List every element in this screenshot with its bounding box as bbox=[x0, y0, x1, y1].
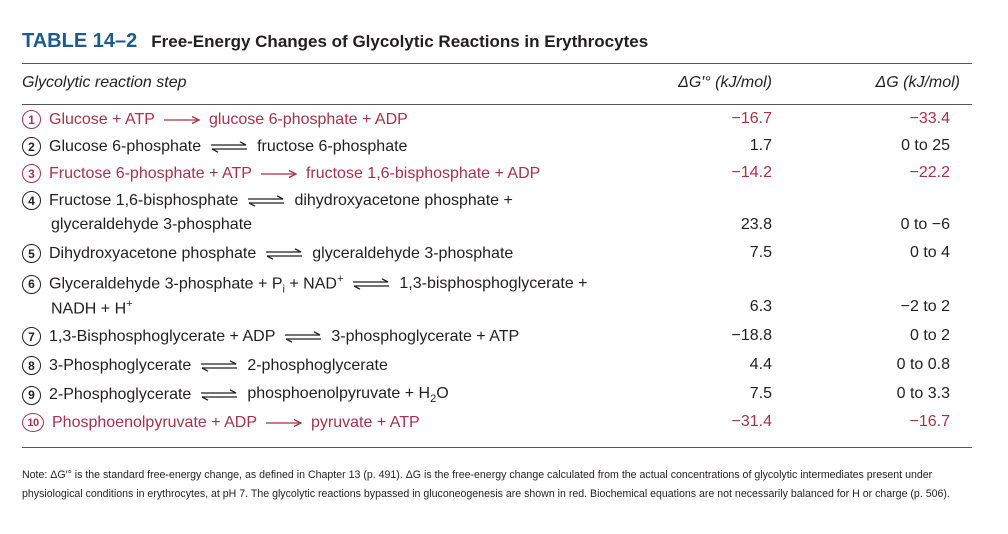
reactants-text: Fructose 1,6-bisphosphate bbox=[49, 191, 239, 209]
products-text: 1,3-bisphosphoglycerate + bbox=[399, 275, 588, 293]
reactants-text: 3-Phosphoglycerate bbox=[49, 356, 192, 374]
reactants-text: Fructose 6-phosphate + ATP bbox=[49, 164, 252, 182]
products-text: phosphoenolpyruvate + H bbox=[247, 385, 431, 402]
standard-free-energy-value: 4.4 bbox=[749, 356, 772, 373]
products-text: 3-phosphoglycerate + ATP bbox=[331, 327, 520, 345]
reactants-text: 1,3-Bisphosphoglycerate + ADP bbox=[49, 327, 276, 345]
reaction-arrow-icon bbox=[260, 169, 298, 179]
products bbox=[331, 328, 519, 346]
equilibrium-arrow-icon bbox=[283, 331, 323, 343]
reaction-step bbox=[22, 164, 540, 183]
standard-free-energy-value: 1.7 bbox=[749, 137, 772, 154]
table-number: TABLE 14–2 bbox=[22, 30, 138, 52]
equilibrium-arrow-icon bbox=[264, 248, 304, 260]
products bbox=[294, 192, 512, 210]
continuation-text: NADH + H bbox=[51, 300, 127, 318]
reactants-text: Dihydroxyacetone phosphate bbox=[49, 244, 257, 262]
products-tail: O bbox=[436, 385, 449, 402]
equilibrium-arrow-icon bbox=[199, 360, 239, 372]
reaction-step bbox=[22, 137, 407, 156]
reactants bbox=[49, 192, 238, 210]
actual-free-energy-value: 0 to 25 bbox=[901, 137, 950, 154]
reactants bbox=[49, 328, 275, 346]
standard-free-energy-value: 6.3 bbox=[749, 298, 772, 315]
reactants-text: Glucose 6-phosphate bbox=[49, 137, 202, 155]
reaction-step bbox=[22, 327, 519, 346]
standard-free-energy-value: 23.8 bbox=[740, 216, 772, 233]
header-rule bbox=[22, 104, 972, 105]
reaction-continuation bbox=[51, 216, 252, 234]
equilibrium-arrow-icon bbox=[351, 278, 391, 290]
subscript: 2 bbox=[430, 393, 437, 406]
actual-free-energy-value: 0 to 4 bbox=[909, 244, 950, 261]
continuation-text: glyceraldehyde 3-phosphate bbox=[51, 216, 253, 233]
reaction-step bbox=[22, 110, 408, 129]
step-number-badge: 6 bbox=[22, 275, 41, 294]
subscript: i bbox=[282, 283, 285, 296]
actual-free-energy-value: 0 to −6 bbox=[900, 216, 950, 233]
products-text: 2-phosphoglycerate bbox=[247, 356, 388, 374]
actual-free-energy-value: −16.7 bbox=[909, 413, 950, 430]
reaction-step bbox=[22, 273, 588, 296]
reaction-step bbox=[22, 385, 449, 405]
step-number-badge: 10 bbox=[22, 413, 44, 432]
reaction-step bbox=[22, 413, 420, 432]
products-text: fructose 1,6-bisphosphate + ADP bbox=[305, 164, 541, 182]
reaction-arrow-icon bbox=[265, 418, 303, 428]
actual-free-energy-value: 0 to 0.8 bbox=[896, 356, 950, 373]
standard-free-energy-value: 7.5 bbox=[749, 385, 772, 402]
step-number-badge: 1 bbox=[22, 110, 41, 129]
standard-free-energy-value: −14.2 bbox=[731, 164, 772, 181]
standard-free-energy-value: −16.7 bbox=[731, 110, 772, 127]
table-caption: Free-Energy Changes of Glycolytic Reactions in Erythrocytes bbox=[151, 32, 649, 51]
standard-free-energy-value: −18.8 bbox=[731, 327, 772, 344]
products bbox=[306, 165, 540, 183]
reactants bbox=[49, 138, 201, 156]
reaction-step bbox=[22, 244, 513, 263]
products bbox=[247, 357, 388, 375]
reactants-text: Glucose + ATP bbox=[49, 110, 155, 128]
reactants-text: 2-Phosphoglycerate bbox=[49, 386, 192, 404]
products-text: glyceraldehyde 3-phosphate bbox=[312, 244, 514, 262]
step-number-badge: 2 bbox=[22, 137, 41, 156]
reactants bbox=[49, 273, 343, 296]
products bbox=[247, 385, 448, 405]
products bbox=[312, 245, 513, 263]
actual-free-energy-value: −2 to 2 bbox=[900, 298, 950, 315]
step-number-badge: 3 bbox=[22, 164, 41, 183]
bottom-rule bbox=[22, 447, 972, 448]
equilibrium-arrow-icon bbox=[246, 195, 286, 207]
top-rule bbox=[22, 63, 972, 64]
products bbox=[209, 111, 408, 129]
reaction-arrow-icon bbox=[163, 115, 201, 125]
products-text: dihydroxyacetone phosphate + bbox=[294, 191, 513, 209]
reactants bbox=[49, 245, 256, 263]
step-number-badge: 9 bbox=[22, 386, 41, 405]
reactants bbox=[52, 414, 257, 432]
step-number-badge: 7 bbox=[22, 327, 41, 346]
products-text: fructose 6-phosphate bbox=[257, 137, 408, 155]
reaction-step bbox=[22, 356, 388, 375]
table-note: Note: ΔG′° is the standard free-energy change, as defined in Chapter 13 (p. 491). ΔG is the free-energy change calculated from the actual concentrations of glycolytic intermediates present under physiological conditions in erythrocytes, at pH 7. The glycolytic reactions bypassed in gluconeogenesis are shown in red. Biochemical equations are not necessarily balanced for H or charge (p. 506). bbox=[22, 469, 950, 500]
actual-free-energy-value: 0 to 2 bbox=[909, 327, 950, 344]
products bbox=[257, 138, 407, 156]
reactants bbox=[49, 357, 191, 375]
table-title bbox=[22, 30, 648, 53]
products bbox=[399, 275, 587, 293]
step-number-badge: 5 bbox=[22, 244, 41, 263]
equilibrium-arrow-icon bbox=[209, 141, 249, 153]
superscript: + bbox=[126, 298, 133, 310]
header-step: Glycolytic reaction step bbox=[22, 74, 187, 91]
step-number-badge: 8 bbox=[22, 356, 41, 375]
standard-free-energy-value: −31.4 bbox=[731, 413, 772, 430]
reactants bbox=[49, 111, 155, 129]
step-number-badge: 4 bbox=[22, 191, 41, 210]
header-dg: ΔG (kJ/mol) bbox=[875, 74, 960, 91]
reactants bbox=[49, 165, 252, 183]
reaction-step bbox=[22, 191, 513, 210]
products-text: pyruvate + ATP bbox=[311, 413, 420, 431]
reaction-continuation bbox=[51, 298, 133, 318]
products bbox=[311, 414, 420, 432]
reactants bbox=[49, 386, 191, 404]
actual-free-energy-value: 0 to 3.3 bbox=[896, 385, 950, 402]
reactants-tail: + NAD bbox=[284, 275, 337, 293]
header-dg0: ΔG′° (kJ/mol) bbox=[678, 74, 772, 91]
reactants-text: Phosphoenolpyruvate + ADP bbox=[52, 413, 258, 431]
equilibrium-arrow-icon bbox=[199, 389, 239, 401]
superscript: + bbox=[336, 273, 344, 285]
standard-free-energy-value: 7.5 bbox=[749, 244, 772, 261]
reactants-text: Glyceraldehyde 3-phosphate + P bbox=[49, 275, 283, 293]
actual-free-energy-value: −33.4 bbox=[909, 110, 950, 127]
products-text: glucose 6-phosphate + ADP bbox=[208, 110, 408, 128]
actual-free-energy-value: −22.2 bbox=[909, 164, 950, 181]
